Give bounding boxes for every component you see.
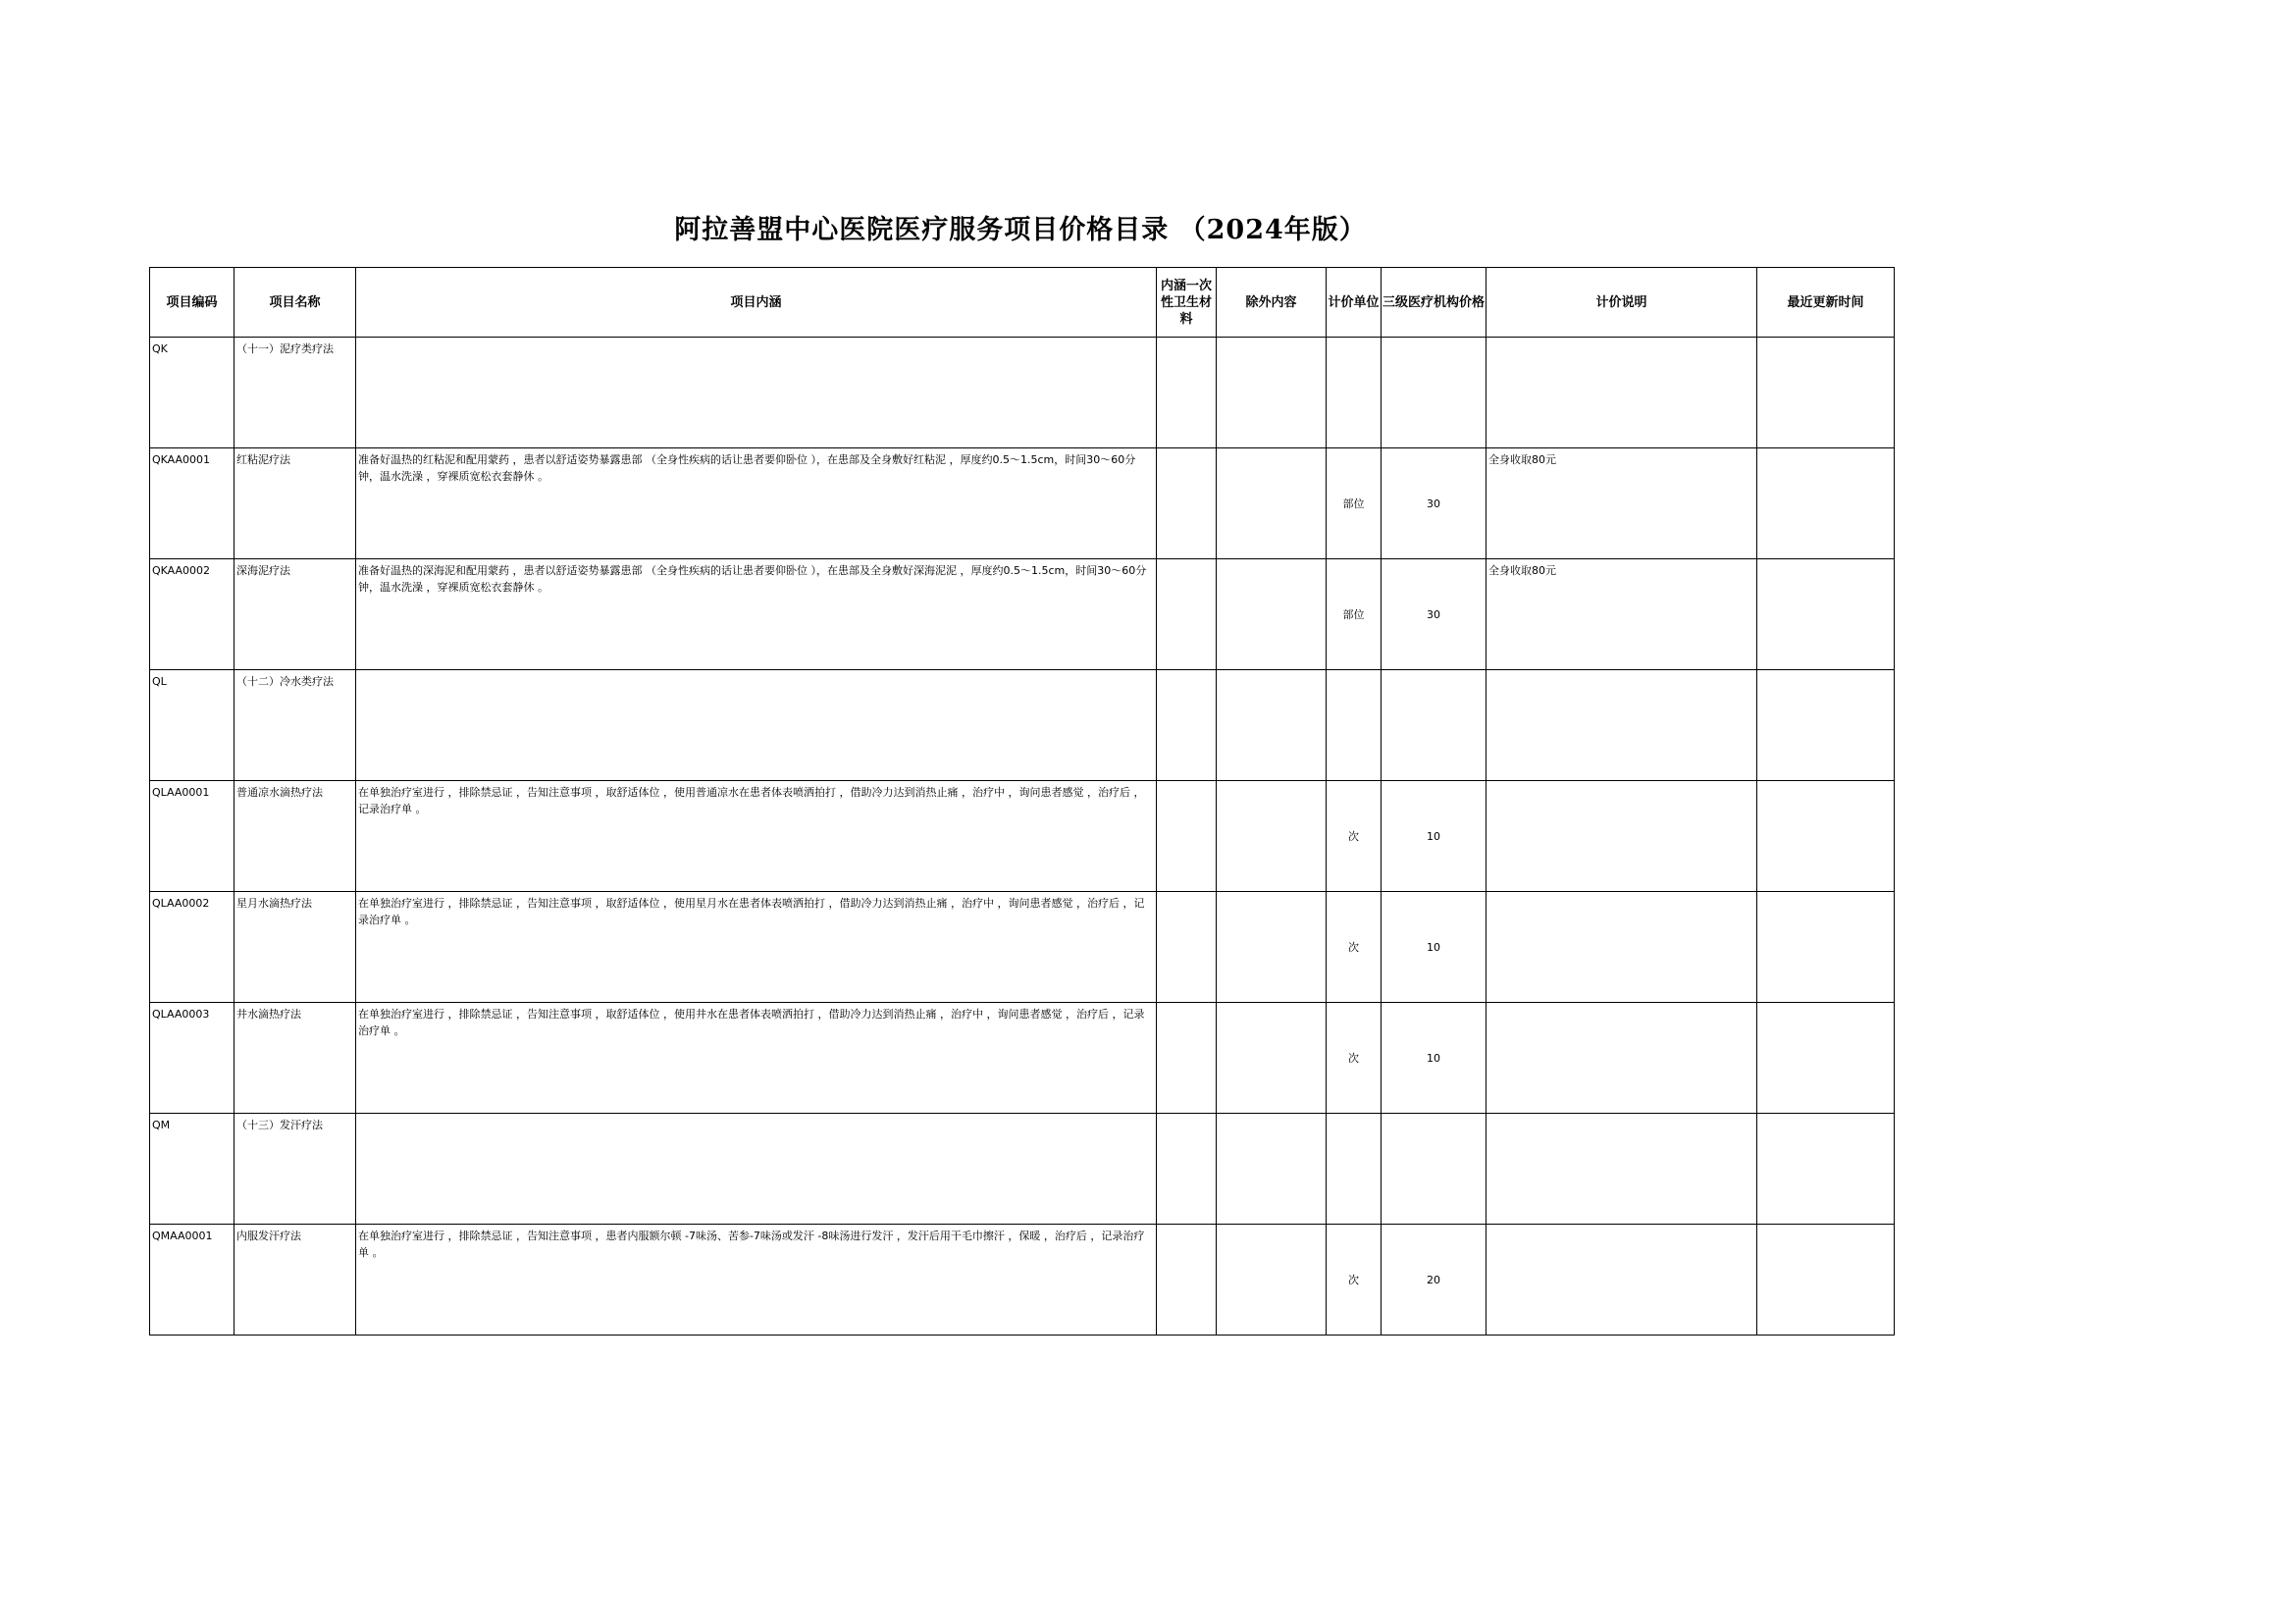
cell-notes (1487, 781, 1757, 892)
cell-notes (1487, 1003, 1757, 1114)
cell-notes: 全身收取80元 (1487, 559, 1757, 670)
cell-excluded (1217, 670, 1327, 781)
cell-notes (1487, 1225, 1757, 1336)
cell-updated (1757, 1225, 1895, 1336)
cell-name: 深海泥疗法 (235, 559, 356, 670)
cell-content (356, 338, 1157, 448)
cell-excluded (1217, 781, 1327, 892)
cell-code: QLAA0001 (150, 781, 235, 892)
cell-content: 准备好温热的深海泥和配用蒙药 ，患者以舒适姿势暴露患部 （全身性疾病的话让患者要仰卧位 ），在患部及全身敷好深海泥泥 ，厚度约0.5～1.5cm，时间30～60分钟，温水洗澡 ，穿裸质宽松衣套静休 。 (356, 559, 1157, 670)
cell-unit: 次 (1327, 1225, 1382, 1336)
table-header-row (150, 268, 1895, 338)
cell-materials (1157, 559, 1217, 670)
cell-code: QM (150, 1114, 235, 1225)
cell-excluded (1217, 338, 1327, 448)
cell-excluded (1217, 559, 1327, 670)
cell-notes (1487, 892, 1757, 1003)
cell-price: 10 (1382, 781, 1487, 892)
table-row (150, 670, 1895, 781)
table-row (150, 338, 1895, 448)
cell-name: 井水滴热疗法 (235, 1003, 356, 1114)
header-content: 项目内涵 (356, 268, 1157, 338)
table-row (150, 892, 1895, 1003)
cell-updated (1757, 448, 1895, 559)
table-row (150, 1003, 1895, 1114)
cell-materials (1157, 448, 1217, 559)
cell-price: 10 (1382, 892, 1487, 1003)
cell-excluded (1217, 1003, 1327, 1114)
cell-name: 内服发汗疗法 (235, 1225, 356, 1336)
cell-unit: 部位 (1327, 559, 1382, 670)
cell-price: 10 (1382, 1003, 1487, 1114)
cell-unit (1327, 1114, 1382, 1225)
cell-updated (1757, 559, 1895, 670)
cell-price: 20 (1382, 1225, 1487, 1336)
cell-excluded (1217, 892, 1327, 1003)
cell-materials (1157, 1225, 1217, 1336)
cell-code: QMAA0001 (150, 1225, 235, 1336)
header-excluded: 除外内容 (1217, 268, 1327, 338)
cell-content: 在单独治疗室进行 ，排除禁忌证 ，告知注意事项 ，取舒适体位 ，使用星月水在患者体表喷洒拍打 ，借助冷力达到消热止痛 ，治疗中 ，询问患者感觉 ，治疗后 ，记录治疗单 。 (356, 892, 1157, 1003)
cell-notes (1487, 670, 1757, 781)
table-row (150, 1225, 1895, 1336)
cell-updated (1757, 1114, 1895, 1225)
cell-notes (1487, 1114, 1757, 1225)
cell-unit (1327, 338, 1382, 448)
cell-unit: 次 (1327, 1003, 1382, 1114)
cell-excluded (1217, 1225, 1327, 1336)
table-row (150, 1114, 1895, 1225)
header-notes: 计价说明 (1487, 268, 1757, 338)
header-materials: 内涵一次性卫生材料 (1157, 268, 1217, 338)
header-price: 三级医疗机构价格 (1382, 268, 1487, 338)
header-updated: 最近更新时间 (1757, 268, 1895, 338)
header-code: 项目编码 (150, 268, 235, 338)
cell-materials (1157, 338, 1217, 448)
cell-code: QLAA0003 (150, 1003, 235, 1114)
cell-code: QK (150, 338, 235, 448)
cell-content: 在单独治疗室进行 ，排除禁忌证 ，告知注意事项 ，取舒适体位 ，使用井水在患者体表喷洒拍打 ，借助冷力达到消热止痛 ，治疗中 ，询问患者感觉 ，治疗后 ，记录治疗单 。 (356, 1003, 1157, 1114)
header-unit: 计价单位 (1327, 268, 1382, 338)
page-title: 阿拉善盟中心医院医疗服务项目价格目录 （2024年版） (674, 215, 1367, 245)
table-row (150, 559, 1895, 670)
cell-price (1382, 338, 1487, 448)
cell-materials (1157, 1003, 1217, 1114)
cell-price: 30 (1382, 448, 1487, 559)
cell-name: （十一）泥疗类疗法 (235, 338, 356, 448)
cell-updated (1757, 781, 1895, 892)
cell-unit: 次 (1327, 892, 1382, 1003)
cell-name: 普通凉水滴热疗法 (235, 781, 356, 892)
cell-name: （十二）冷水类疗法 (235, 670, 356, 781)
price-table (149, 267, 1895, 1336)
table-row (150, 781, 1895, 892)
cell-materials (1157, 670, 1217, 781)
cell-updated (1757, 338, 1895, 448)
cell-materials (1157, 781, 1217, 892)
cell-code: QKAA0001 (150, 448, 235, 559)
cell-name: （十三）发汗疗法 (235, 1114, 356, 1225)
cell-code: QLAA0002 (150, 892, 235, 1003)
cell-updated (1757, 670, 1895, 781)
table-row (150, 448, 1895, 559)
cell-price: 30 (1382, 559, 1487, 670)
cell-price (1382, 1114, 1487, 1225)
cell-updated (1757, 892, 1895, 1003)
cell-unit: 部位 (1327, 448, 1382, 559)
cell-excluded (1217, 1114, 1327, 1225)
cell-notes: 全身收取80元 (1487, 448, 1757, 559)
cell-updated (1757, 1003, 1895, 1114)
cell-content: 在单独治疗室进行 ，排除禁忌证 ，告知注意事项 ，取舒适体位 ，使用普通凉水在患者体表喷洒拍打 ，借助冷力达到消热止痛 ，治疗中 ，询问患者感觉 ，治疗后 ，记录治疗单 。 (356, 781, 1157, 892)
cell-name: 红粘泥疗法 (235, 448, 356, 559)
cell-price (1382, 670, 1487, 781)
cell-code: QL (150, 670, 235, 781)
cell-name: 星月水滴热疗法 (235, 892, 356, 1003)
cell-notes (1487, 338, 1757, 448)
cell-content (356, 1114, 1157, 1225)
cell-materials (1157, 892, 1217, 1003)
cell-excluded (1217, 448, 1327, 559)
cell-unit (1327, 670, 1382, 781)
cell-content: 准备好温热的红粘泥和配用蒙药 ，患者以舒适姿势暴露患部 （全身性疾病的话让患者要仰卧位 ），在患部及全身敷好红粘泥 ，厚度约0.5～1.5cm，时间30～60分钟，温水洗澡 ，穿裸质宽松衣套静休 。 (356, 448, 1157, 559)
header-name: 项目名称 (235, 268, 356, 338)
cell-unit: 次 (1327, 781, 1382, 892)
cell-materials (1157, 1114, 1217, 1225)
cell-content: 在单独治疗室进行 ，排除禁忌证 ，告知注意事项 ，患者内服额尔顿 -7味汤、苦参-7味汤或发汗 -8味汤进行发汗 ，发汗后用干毛巾擦汗 ，保暖 ，治疗后 ，记录治疗单 。 (356, 1225, 1157, 1336)
cell-code: QKAA0002 (150, 559, 235, 670)
cell-content (356, 670, 1157, 781)
